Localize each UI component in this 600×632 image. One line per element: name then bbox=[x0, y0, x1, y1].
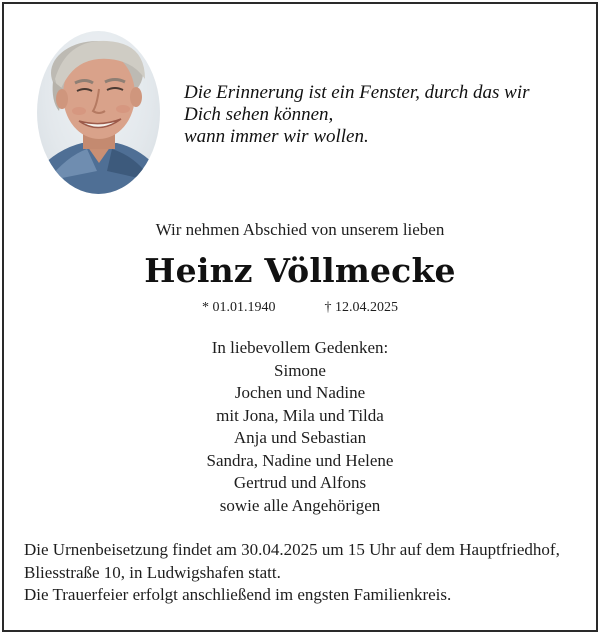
mourner-line: sowie alle Angehörigen bbox=[219, 495, 381, 515]
mourner-line: mit Jona, Mila und Tilda bbox=[216, 405, 384, 425]
quote-line: Die Erinnerung ist ein Fenster, durch das wir bbox=[184, 82, 530, 103]
funeral-notice bbox=[24, 539, 560, 607]
notice-line: Bliesstraße 10, in Ludwigshafen statt. bbox=[24, 562, 281, 582]
mourner-line: Anja und Sebastian bbox=[233, 428, 367, 447]
portrait-illustration bbox=[37, 31, 160, 194]
mourner-line: Jochen und Nadine bbox=[234, 383, 366, 402]
quote-line: Dich sehen können, bbox=[184, 104, 334, 125]
portrait-photo bbox=[37, 31, 160, 194]
quote-line: wann immer wir wollen. bbox=[184, 126, 369, 147]
mourners-list bbox=[0, 337, 600, 517]
mourner-line: Sandra, Nadine und Helene bbox=[206, 450, 394, 470]
mourner-line: Simone bbox=[274, 360, 326, 380]
deceased-name: Heinz Völlmecke bbox=[144, 251, 456, 290]
death-date: † 12.04.2025 bbox=[324, 300, 398, 315]
mourners-heading: In liebevollem Gedenken: bbox=[211, 338, 389, 357]
birth-date: * 01.01.1940 bbox=[202, 300, 276, 315]
mourner-line: Gertrud und Alfons bbox=[233, 473, 367, 492]
memorial-quote bbox=[184, 82, 530, 148]
farewell-intro: Wir nehmen Abschied von unserem lieben bbox=[155, 220, 445, 239]
notice-line: Die Trauerfeier erfolgt anschließend im engsten Familienkreis. bbox=[24, 585, 452, 604]
life-dates bbox=[0, 300, 600, 316]
notice-line: Die Urnenbeisetzung findet am 30.04.2025 um 15 Uhr auf dem Hauptfriedhof, bbox=[24, 540, 560, 559]
obituary-card bbox=[2, 2, 598, 632]
